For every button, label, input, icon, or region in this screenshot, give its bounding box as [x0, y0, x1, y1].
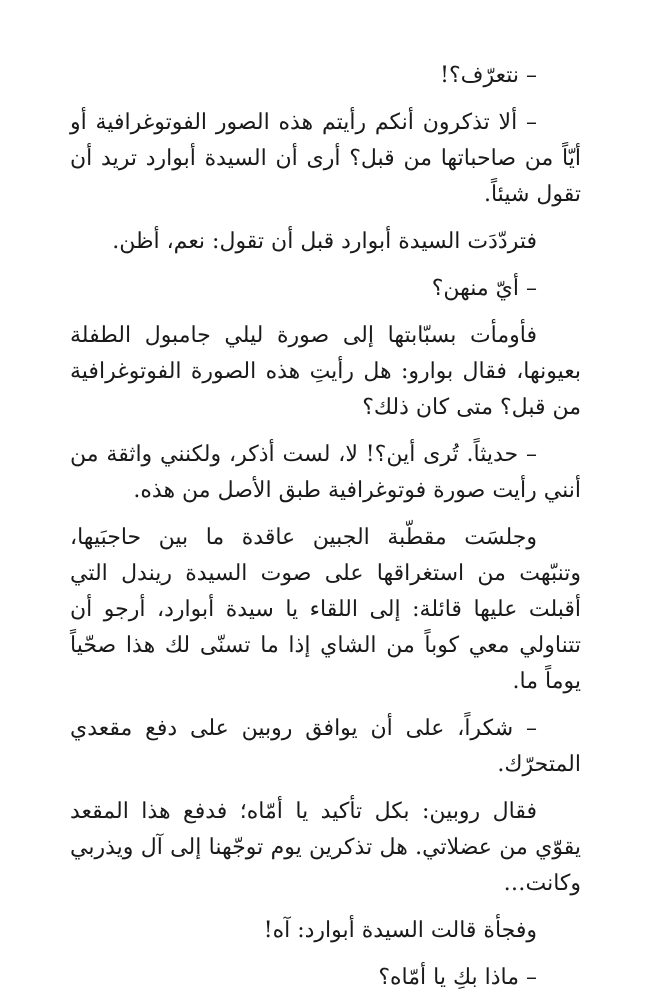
dialogue-paragraph: – أيّ منهن؟	[431, 276, 537, 301]
narration-paragraph: وفجأة قالت السيدة أبوارد: آه!	[263, 918, 537, 943]
dialogue-paragraph: – ماذا بكِ يا أمّاه؟	[378, 965, 537, 990]
dialogue-paragraph: – ألا تذكرون أنكم رأيتم هذه الصور الفوتوغرافية أو أيّاً من صاحباتها من قبل؟ أرى أن السيدة أبوارد تريد أن تقول شيئاً.	[70, 110, 581, 207]
dialogue-paragraph: – نتعرّف؟!	[440, 63, 537, 88]
narration-paragraph: فقال روبين: بكل تأكيد يا أمّاه؛ فدفع هذا المقعد يقوّي من عضلاتي. هل تذكرين يوم توجّهنا إلى آل ويذربي وكانت…	[70, 799, 581, 896]
narration-paragraph: فأومأت بسبّابتها إلى صورة ليلي جامبول الطفلة بعيونها، فقال بوارو: هل رأيتِ هذه الصورة الفوتوغرافية من قبل؟ متى كان ذلك؟	[70, 323, 581, 420]
dialogue-paragraph: – شكراً، على أن يوافق روبين على دفع مقعدي المتحرّك.	[70, 716, 581, 777]
dialogue-paragraph: – حديثاً. تُرى أين؟! لا، لست أذكر، ولكنني واثقة من أنني رأيت صورة فوتوغرافية طبق الأصل من هذه.	[70, 442, 581, 503]
narration-paragraph: فتردّدَت السيدة أبوارد قبل أن تقول: نعم، أظن.	[112, 229, 537, 254]
narration-paragraph: وجلسَت مقطّبة الجبين عاقدة ما بين حاجبَيها، وتنبّهت من استغراقها على صوت السيدة ريندل التي أقبلت عليها قائلة: إلى اللقاء يا سيدة أبوارد، أرجو أن تتناولي معي كوباً من الشاي إذا ما تسنّى لك هذا صحّياً يوماً ما.	[70, 525, 581, 694]
